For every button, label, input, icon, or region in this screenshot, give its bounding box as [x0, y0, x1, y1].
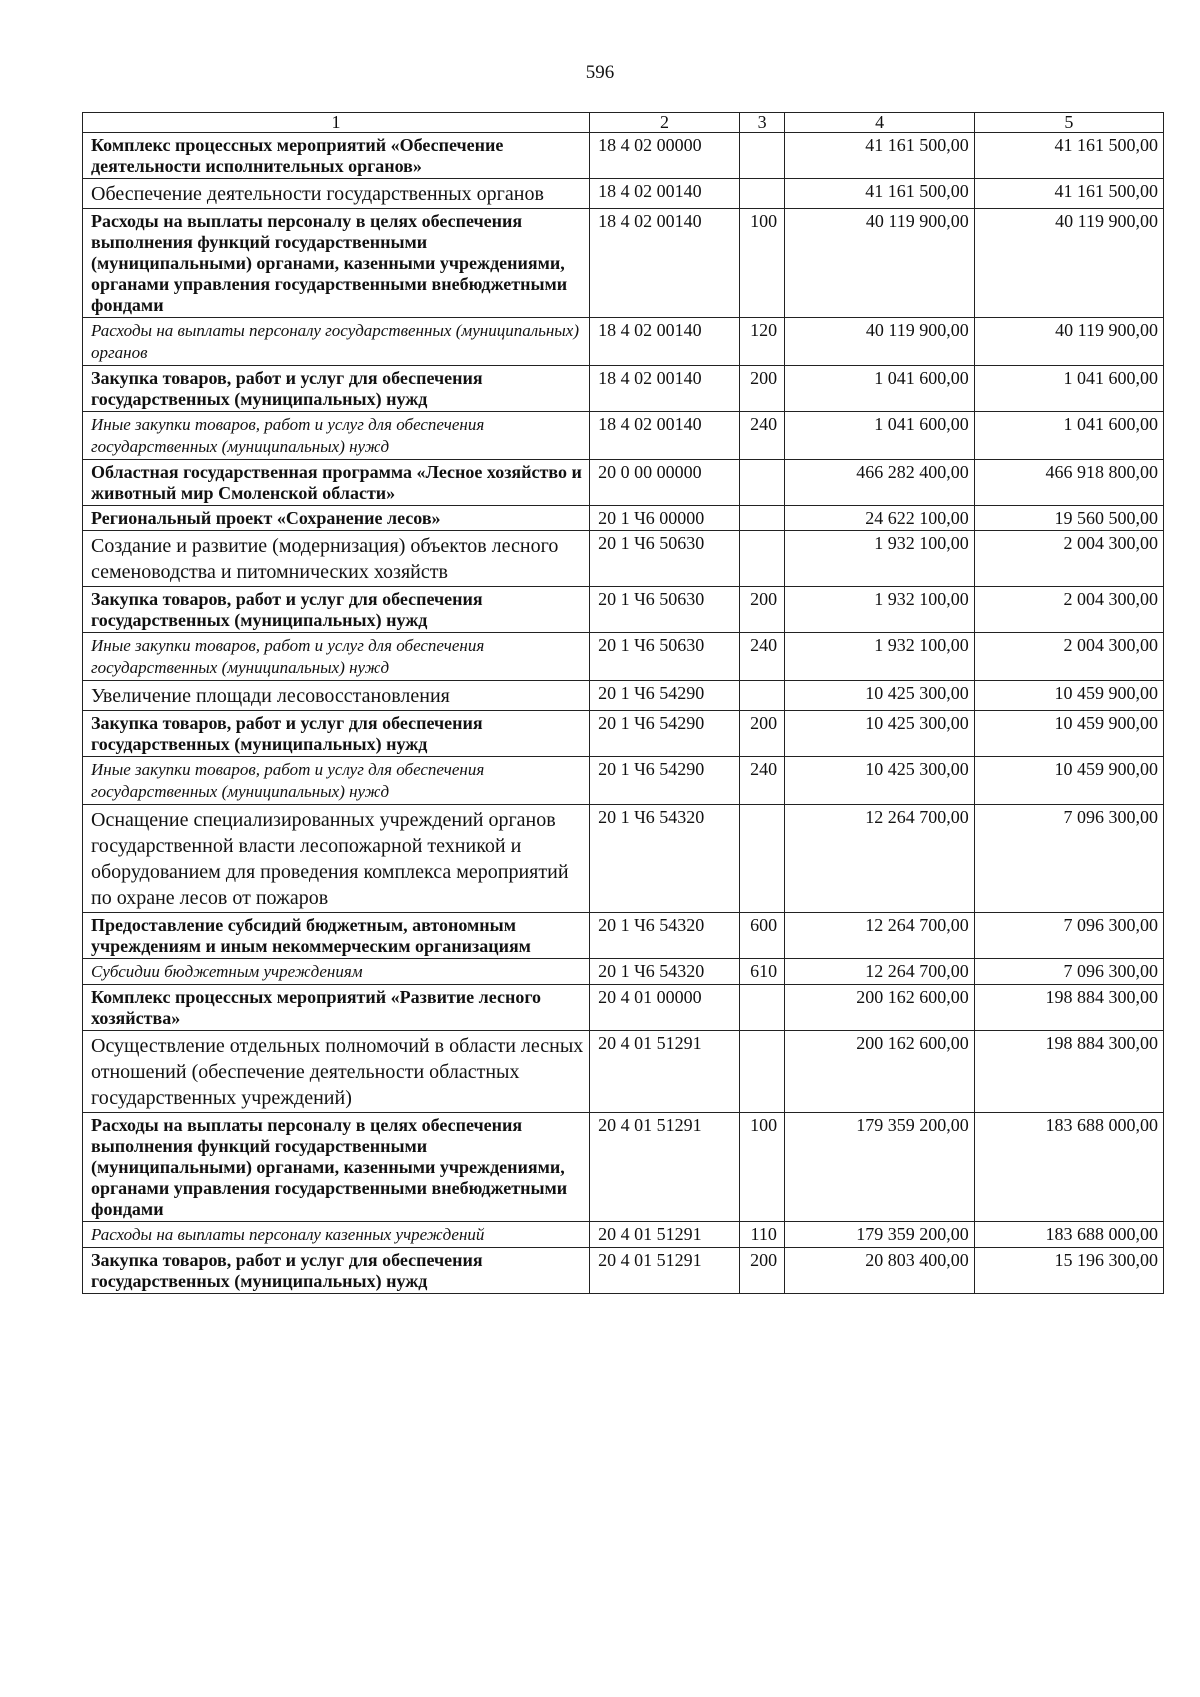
row-code-cell: 20 1 Ч6 54290	[590, 757, 740, 805]
row-amount-2-cell: 10 459 900,00	[974, 757, 1163, 805]
row-name-cell: Оснащение специализированных учреждений органов государственной власти лесопожарной техникой и оборудованием для проведения комплекса мероприятий по охране лесов от пожаров	[83, 805, 590, 913]
budget-table	[82, 112, 1164, 1294]
row-name-cell: Закупка товаров, работ и услуг для обеспечения государственных (муниципальных) нужд	[83, 587, 590, 633]
row-code-cell: 20 1 Ч6 54320	[590, 913, 740, 959]
row-kind-cell	[739, 133, 785, 179]
table-row	[83, 1248, 1164, 1294]
header-col-5: 5	[974, 113, 1163, 133]
page-number: 596	[585, 62, 615, 83]
row-name-cell: Осуществление отдельных полномочий в области лесных отношений (обеспечение деятельности областных государственных учреждений)	[83, 1031, 590, 1113]
row-code-cell: 18 4 02 00140	[590, 179, 740, 209]
row-name-cell: Закупка товаров, работ и услуг для обеспечения государственных (муниципальных) нужд	[83, 711, 590, 757]
row-code-cell: 20 1 Ч6 00000	[590, 506, 740, 531]
row-name-cell: Расходы на выплаты персоналу в целях обеспечения выполнения функций государственными (муниципальными) органами, казенными учреждениями, органами управления государственными внебюджетными фондами	[83, 209, 590, 318]
table-row	[83, 460, 1164, 506]
row-amount-2-cell: 40 119 900,00	[974, 209, 1163, 318]
row-code-cell: 20 1 Ч6 54320	[590, 805, 740, 913]
row-kind-cell: 600	[739, 913, 785, 959]
row-amount-2-cell: 1 041 600,00	[974, 412, 1163, 460]
row-amount-2-cell: 19 560 500,00	[974, 506, 1163, 531]
row-name-cell: Иные закупки товаров, работ и услуг для обеспечения государственных (муниципальных) нужд	[83, 633, 590, 681]
row-name-cell: Расходы на выплаты персоналу казенных учреждений	[83, 1222, 590, 1248]
row-amount-1-cell: 41 161 500,00	[785, 179, 974, 209]
row-name-cell: Областная государственная программа «Лесное хозяйство и животный мир Смоленской области»	[83, 460, 590, 506]
row-kind-cell	[739, 179, 785, 209]
row-amount-1-cell: 41 161 500,00	[785, 133, 974, 179]
header-col-2: 2	[590, 113, 740, 133]
row-amount-2-cell: 2 004 300,00	[974, 531, 1163, 587]
row-amount-2-cell: 198 884 300,00	[974, 1031, 1163, 1113]
row-code-cell: 20 1 Ч6 54290	[590, 681, 740, 711]
row-amount-1-cell: 24 622 100,00	[785, 506, 974, 531]
row-code-cell: 18 4 02 00140	[590, 209, 740, 318]
header-col-3: 3	[739, 113, 785, 133]
table-row	[83, 681, 1164, 711]
row-name-cell: Региональный проект «Сохранение лесов»	[83, 506, 590, 531]
row-amount-2-cell: 183 688 000,00	[974, 1113, 1163, 1222]
row-amount-1-cell: 12 264 700,00	[785, 805, 974, 913]
table-row	[83, 757, 1164, 805]
table-row	[83, 318, 1164, 366]
table-body	[83, 133, 1164, 1294]
row-kind-cell	[739, 1031, 785, 1113]
table-row	[83, 1031, 1164, 1113]
row-amount-1-cell: 200 162 600,00	[785, 1031, 974, 1113]
row-code-cell: 20 4 01 51291	[590, 1031, 740, 1113]
row-amount-1-cell: 1 041 600,00	[785, 366, 974, 412]
table-row	[83, 179, 1164, 209]
row-name-cell: Предоставление субсидий бюджетным, автономным учреждениям и иным некоммерческим организациям	[83, 913, 590, 959]
row-kind-cell: 200	[739, 711, 785, 757]
row-kind-cell	[739, 531, 785, 587]
table-row	[83, 366, 1164, 412]
row-kind-cell	[739, 985, 785, 1031]
header-col-4: 4	[785, 113, 974, 133]
table-row	[83, 209, 1164, 318]
row-kind-cell: 240	[739, 412, 785, 460]
row-amount-2-cell: 7 096 300,00	[974, 913, 1163, 959]
row-kind-cell: 120	[739, 318, 785, 366]
row-amount-1-cell: 10 425 300,00	[785, 757, 974, 805]
row-amount-1-cell: 179 359 200,00	[785, 1113, 974, 1222]
row-amount-1-cell: 20 803 400,00	[785, 1248, 974, 1294]
row-amount-2-cell: 198 884 300,00	[974, 985, 1163, 1031]
row-amount-1-cell: 10 425 300,00	[785, 681, 974, 711]
row-amount-1-cell: 1 932 100,00	[785, 633, 974, 681]
row-amount-1-cell: 40 119 900,00	[785, 209, 974, 318]
row-code-cell: 20 1 Ч6 50630	[590, 531, 740, 587]
row-code-cell: 20 1 Ч6 50630	[590, 633, 740, 681]
row-name-cell: Увеличение площади лесовосстановления	[83, 681, 590, 711]
row-code-cell: 20 1 Ч6 50630	[590, 587, 740, 633]
row-name-cell: Расходы на выплаты персоналу в целях обеспечения выполнения функций государственными (муниципальными) органами, казенными учреждениями, органами управления государственными внебюджетными фондами	[83, 1113, 590, 1222]
row-amount-2-cell: 2 004 300,00	[974, 587, 1163, 633]
row-kind-cell: 200	[739, 1248, 785, 1294]
row-amount-2-cell: 7 096 300,00	[974, 805, 1163, 913]
row-kind-cell: 240	[739, 757, 785, 805]
row-kind-cell	[739, 506, 785, 531]
table-row	[83, 913, 1164, 959]
table-row	[83, 959, 1164, 985]
table-row	[83, 633, 1164, 681]
table-row	[83, 985, 1164, 1031]
row-kind-cell	[739, 681, 785, 711]
row-amount-2-cell: 15 196 300,00	[974, 1248, 1163, 1294]
row-code-cell: 20 4 01 51291	[590, 1248, 740, 1294]
row-amount-1-cell: 466 282 400,00	[785, 460, 974, 506]
row-kind-cell: 200	[739, 587, 785, 633]
row-kind-cell: 100	[739, 1113, 785, 1222]
row-code-cell: 18 4 02 00140	[590, 412, 740, 460]
row-amount-1-cell: 12 264 700,00	[785, 913, 974, 959]
row-name-cell: Закупка товаров, работ и услуг для обеспечения государственных (муниципальных) нужд	[83, 1248, 590, 1294]
table-row	[83, 805, 1164, 913]
row-kind-cell	[739, 805, 785, 913]
row-amount-2-cell: 40 119 900,00	[974, 318, 1163, 366]
row-kind-cell: 110	[739, 1222, 785, 1248]
row-code-cell: 20 0 00 00000	[590, 460, 740, 506]
row-code-cell: 20 1 Ч6 54290	[590, 711, 740, 757]
row-amount-1-cell: 10 425 300,00	[785, 711, 974, 757]
row-name-cell: Расходы на выплаты персоналу государственных (муниципальных) органов	[83, 318, 590, 366]
header-col-1: 1	[83, 113, 590, 133]
row-amount-1-cell: 200 162 600,00	[785, 985, 974, 1031]
row-amount-2-cell: 10 459 900,00	[974, 711, 1163, 757]
row-name-cell: Комплекс процессных мероприятий «Обеспечение деятельности исполнительных органов»	[83, 133, 590, 179]
table-row	[83, 506, 1164, 531]
row-kind-cell: 610	[739, 959, 785, 985]
row-code-cell: 18 4 02 00140	[590, 366, 740, 412]
row-kind-cell: 240	[739, 633, 785, 681]
row-code-cell: 20 4 01 00000	[590, 985, 740, 1031]
row-code-cell: 20 4 01 51291	[590, 1113, 740, 1222]
row-amount-2-cell: 2 004 300,00	[974, 633, 1163, 681]
row-amount-1-cell: 12 264 700,00	[785, 959, 974, 985]
table-row	[83, 133, 1164, 179]
table-row	[83, 711, 1164, 757]
row-name-cell: Создание и развитие (модернизация) объектов лесного семеноводства и питомнических хозяйств	[83, 531, 590, 587]
row-amount-2-cell: 10 459 900,00	[974, 681, 1163, 711]
table-row	[83, 1113, 1164, 1222]
row-amount-1-cell: 1 932 100,00	[785, 531, 974, 587]
row-name-cell: Комплекс процессных мероприятий «Развитие лесного хозяйства»	[83, 985, 590, 1031]
row-amount-2-cell: 466 918 800,00	[974, 460, 1163, 506]
row-amount-1-cell: 40 119 900,00	[785, 318, 974, 366]
row-kind-cell	[739, 460, 785, 506]
row-amount-2-cell: 7 096 300,00	[974, 959, 1163, 985]
table-header-row	[83, 113, 1164, 133]
row-code-cell: 18 4 02 00000	[590, 133, 740, 179]
row-name-cell: Обеспечение деятельности государственных органов	[83, 179, 590, 209]
row-code-cell: 18 4 02 00140	[590, 318, 740, 366]
row-code-cell: 20 1 Ч6 54320	[590, 959, 740, 985]
row-amount-1-cell: 1 041 600,00	[785, 412, 974, 460]
table-row	[83, 1222, 1164, 1248]
row-amount-2-cell: 41 161 500,00	[974, 133, 1163, 179]
row-amount-2-cell: 41 161 500,00	[974, 179, 1163, 209]
row-amount-1-cell: 179 359 200,00	[785, 1222, 974, 1248]
row-kind-cell: 100	[739, 209, 785, 318]
row-code-cell: 20 4 01 51291	[590, 1222, 740, 1248]
row-amount-2-cell: 183 688 000,00	[974, 1222, 1163, 1248]
row-name-cell: Закупка товаров, работ и услуг для обеспечения государственных (муниципальных) нужд	[83, 366, 590, 412]
row-amount-2-cell: 1 041 600,00	[974, 366, 1163, 412]
table-row	[83, 412, 1164, 460]
row-name-cell: Иные закупки товаров, работ и услуг для обеспечения государственных (муниципальных) нужд	[83, 412, 590, 460]
table-row	[83, 531, 1164, 587]
row-kind-cell: 200	[739, 366, 785, 412]
row-name-cell: Иные закупки товаров, работ и услуг для обеспечения государственных (муниципальных) нужд	[83, 757, 590, 805]
row-amount-1-cell: 1 932 100,00	[785, 587, 974, 633]
row-name-cell: Субсидии бюджетным учреждениям	[83, 959, 590, 985]
table-row	[83, 587, 1164, 633]
